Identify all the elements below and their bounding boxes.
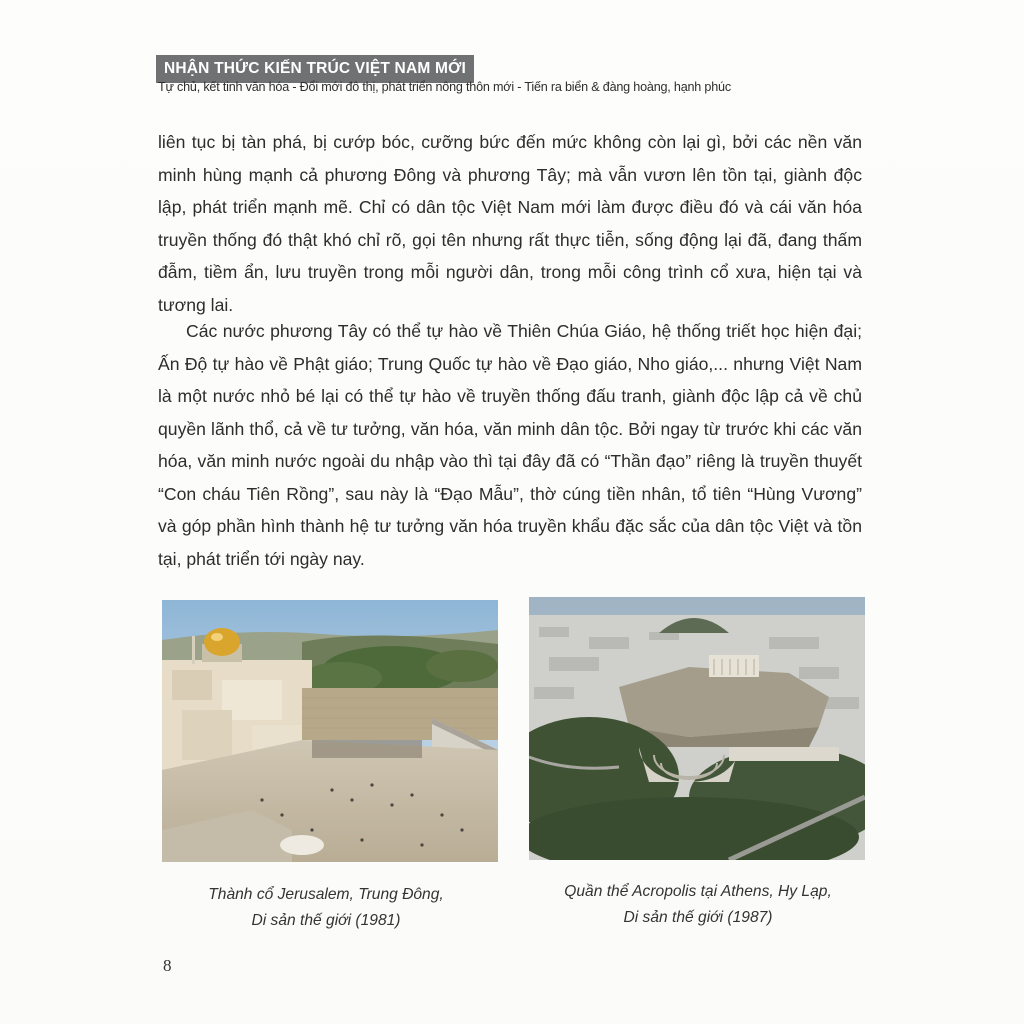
caption-line: Di sản thế giới (1987): [623, 909, 773, 926]
caption-line: Di sản thế giới (1981): [251, 912, 401, 929]
caption-line: Thành cổ Jerusalem, Trung Đông,: [208, 886, 444, 903]
acropolis-photo: [529, 597, 865, 860]
caption-line: Quần thể Acropolis tại Athens, Hy Lạp,: [564, 883, 832, 900]
jerusalem-caption: [158, 882, 494, 934]
series-title-banner: NHẬN THỨC KIẾN TRÚC VIỆT NAM MỚI: [156, 55, 474, 83]
jerusalem-photo: [162, 600, 498, 862]
acropolis-caption: [530, 879, 866, 931]
page-number: 8: [163, 956, 172, 975]
body-paragraph-1: liên tục bị tàn phá, bị cướp bóc, cưỡng bức đến mức không còn lại gì, bởi các nền văn minh hùng mạnh cả phương Đông và phương Tây; mà vẫn vươn lên tồn tại, giành độc lập, phát triển mạnh mẽ. Chỉ có dân tộc Việt Nam mới làm được điều đó và cái văn hóa truyền thống đó thật khó chỉ rõ, gọi tên nhưng rất thực tiễn, sống động lại đã, đang thấm đẫm, tiềm ẩn, lưu truyền trong mỗi người dân, trong mỗi công trình cổ xưa, hiện tại và tương lai.: [158, 132, 862, 315]
body-paragraph-2: Các nước phương Tây có thể tự hào về Thiên Chúa Giáo, hệ thống triết học hiện đại; Ấn Độ tự hào về Phật giáo; Trung Quốc tự hào về Đạo giáo, Nho giáo,... nhưng Việt Nam là một nước nhỏ bé lại có thể tự hào về truyền thống đấu tranh, giành độc lập cả về chủ quyền lãnh thổ, cả về tư tưởng, văn hóa, văn minh dân tộc. Bởi ngay từ trước khi các văn hóa, văn minh nước ngoài du nhập vào thì tại đây đã có “Thần đạo” riêng là truyền thuyết “Con cháu Tiên Rồng”, sau này là “Đạo Mẫu”, thờ cúng tiền nhân, tổ tiên “Hùng Vương” và góp phần hình thành hệ tư tưởng văn hóa truyền khẩu đặc sắc của dân tộc Việt và tồn tại, phát triển tới ngày nay.: [158, 321, 862, 569]
series-subtitle: Tự chủ, kết tinh văn hóa - Đổi mới đô thị, phát triển nông thôn mới - Tiến ra biển & đàng hoàng, hạnh phúc: [158, 80, 731, 94]
